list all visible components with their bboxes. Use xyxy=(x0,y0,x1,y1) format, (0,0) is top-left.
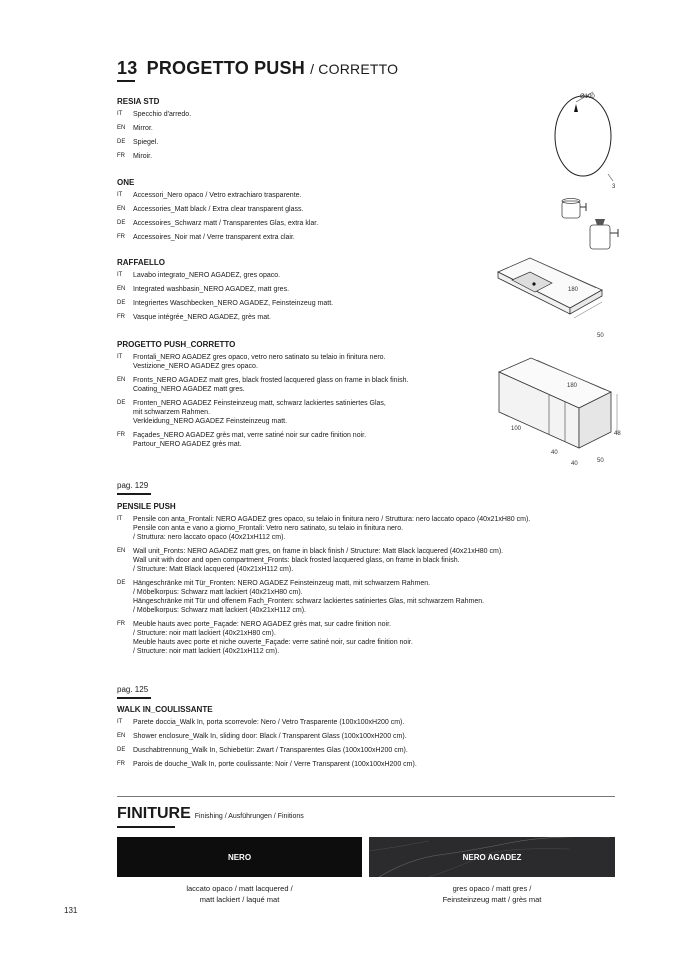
lang-row xyxy=(117,219,497,228)
page-ref-label: pag. 125 xyxy=(117,685,149,694)
drain-icon xyxy=(532,282,535,285)
mirror-depth-label: 3 xyxy=(612,184,616,190)
section-title: WALK IN_COULISSANTE xyxy=(117,705,213,714)
row-text: Parete doccia_Walk In, porta scorrevole: Nero / Vetro Trasparente (100x100xH200 cm). xyxy=(133,719,405,726)
section-raffaello xyxy=(117,258,497,327)
row-text: Lavabo integrato_NERO AGADEZ, gres opaco. xyxy=(133,272,281,279)
lang-code: FR xyxy=(117,621,125,627)
lang-code: EN xyxy=(117,286,126,292)
lang-row xyxy=(117,124,497,133)
lang-row xyxy=(117,138,497,147)
lang-code: EN xyxy=(117,125,126,131)
swatch-nero-agadez xyxy=(369,837,615,877)
cabinet-door1-label: 100 xyxy=(511,426,522,432)
lang-code: EN xyxy=(117,377,126,383)
section-title: ONE xyxy=(117,178,135,187)
row-text: Spiegel. xyxy=(133,139,159,146)
cabinet-drawing xyxy=(493,350,625,470)
lang-row xyxy=(117,353,497,371)
swatch-caption-nero-agadez: gres opaco / matt gres / Feinsteinzeug matt / grès mat xyxy=(442,884,542,904)
lang-row xyxy=(117,547,617,574)
section-title: PROGETTO PUSH_CORRETTO xyxy=(117,340,236,349)
lang-row xyxy=(117,718,567,727)
lang-code: DE xyxy=(117,580,126,586)
lang-row xyxy=(117,579,617,615)
row-text: Accessoires_Schwarz matt / Transparentes Glas, extra klar. xyxy=(133,220,319,227)
finiture-title: FINITURE xyxy=(117,805,191,822)
mirror-diameter-label: Ø100 xyxy=(580,94,595,100)
lang-row xyxy=(117,376,497,394)
lang-code: FR xyxy=(117,153,125,159)
lang-code: DE xyxy=(117,220,126,226)
page-number: 131 xyxy=(64,906,78,915)
lang-row xyxy=(117,205,497,214)
finiture-divider xyxy=(117,796,615,797)
row-text: Mirror. xyxy=(133,125,153,132)
mirror-light xyxy=(574,104,578,112)
lang-code: DE xyxy=(117,747,126,753)
row-text: Accessories_Matt black / Extra clear transparent glass. xyxy=(133,206,304,213)
row-text: Integriertes Waschbecken_NERO AGADEZ, Feinsteinzeug matt. xyxy=(133,300,334,307)
finiture-heading xyxy=(117,805,304,823)
row-text: Wall unit_Fronts: NERO AGADEZ matt gres, on frame in black finish / Structure: Matt Black lacquered (40x21xH80 cm). Wall unit with door and open compartment_Fronts: black frosted lacquered glass, on frame in black finish. / Structure: Matt Black lacquered (40x21xH112 cm). xyxy=(133,548,504,573)
title-sub: / CORRETTO xyxy=(310,61,399,77)
section-title: RAFFAELLO xyxy=(117,258,165,267)
row-text: Meuble hauts avec porte_Façade: NERO AGADEZ grès mat, sur cadre finition noir. / Structure: noir matt lackiert (40x21xH80 cm). Meuble hauts avec porte et niche ouverte_Façade: verre satiné noir, sur cadre finition noir. / Structure: noir matt lackiert (40x21xH112 cm). xyxy=(133,621,413,655)
row-text: Accessori_Nero opaco / Vetro extrachiaro trasparente. xyxy=(133,192,302,199)
row-text: Fronts_NERO AGADEZ matt gres, black frosted lacquered glass on frame in black finish. Coating_NERO AGADEZ matt gres. xyxy=(133,377,409,393)
lang-row xyxy=(117,191,497,200)
lang-row xyxy=(117,746,567,755)
dimension-line xyxy=(608,174,613,181)
title-number: 13 xyxy=(117,58,138,78)
lang-row xyxy=(117,299,497,308)
row-text: Integrated washbasin_NERO AGADEZ, matt gres. xyxy=(133,286,290,293)
swatch-label: NERO xyxy=(227,852,252,862)
lang-row xyxy=(117,233,497,242)
row-text: Vasque intégrée_NERO AGADEZ, grès mat. xyxy=(133,314,271,321)
lang-row xyxy=(117,760,567,769)
swatch-label: NERO AGADEZ xyxy=(462,852,522,862)
section-title: PENSILE PUSH xyxy=(117,502,176,511)
lang-row xyxy=(117,152,497,161)
page-ref-underline xyxy=(117,697,151,699)
lang-code: DE xyxy=(117,300,126,306)
lang-code: IT xyxy=(117,272,123,278)
cabinet-length-label: 180 xyxy=(567,383,578,389)
section-title: RESIA STD xyxy=(117,97,160,106)
row-text: Façades_NERO AGADEZ grès mat, verre satiné noir sur cadre finition noir. Partour_NERO AGADEZ grès mat. xyxy=(133,432,367,448)
section-resia-std xyxy=(117,97,497,166)
row-text: Specchio d'arredo. xyxy=(133,111,192,118)
cabinet-height-label: 48 xyxy=(614,431,621,437)
lang-row xyxy=(117,271,497,280)
page-ref-125 xyxy=(117,685,151,699)
glass-holder xyxy=(562,199,586,219)
row-text: Fronten_NERO AGADEZ Feinsteinzeug matt, schwarz lackiertes satiniertes Glas, mit schwarzem Rahmen. Verkleidung_NERO AGADEZ Feinsteinzeug matt. xyxy=(133,400,386,425)
title-underline xyxy=(117,80,135,82)
washbasin-depth-label: 50 xyxy=(597,333,604,339)
row-text: Accessoires_Noir mat / Verre transparent extra clair. xyxy=(133,234,295,241)
mirror-shape xyxy=(555,96,611,176)
lang-row xyxy=(117,431,497,449)
lang-code: DE xyxy=(117,400,126,406)
lang-row xyxy=(117,399,497,426)
lang-row xyxy=(117,515,617,542)
row-text: Shower enclosure_Walk In, sliding door: Black / Transparent Glass (100x100xH200 cm). xyxy=(133,733,407,740)
washbasin-drawing xyxy=(490,250,612,342)
page-title xyxy=(117,58,398,79)
row-text: Hängeschränke mit Tür_Fronten: NERO AGADEZ Feinsteinzeug matt, mit schwarzem Rahmen. / Möbelkorpus: Schwarz matt lackiert (40x21xH80 cm). Hängeschränke mit Tür und offenem Fach_Fronten: schwarz lackiertes satiniertes Glas, mit schwarzem Rahmen. / Möbelkorpus: Schwarz matt lackiert (40x21xH112 cm). xyxy=(133,580,485,614)
lang-code: EN xyxy=(117,206,126,212)
page-ref-129 xyxy=(117,481,151,495)
finiture-subtitle: Finishing / Ausführungen / Finitions xyxy=(194,813,304,820)
lang-code: EN xyxy=(117,733,126,739)
row-text: Miroir. xyxy=(133,153,153,160)
row-text: Pensile con anta_Frontali: NERO AGADEZ gres opaco, su telaio in finitura nero / Struttura: nero laccato opaco (40x21xH80 cm). Pensile con anta e vano a giorno_Frontali: Vetro nero satinato, su telaio in finitura nero. / Struttura: nero laccato opaco (40x21xH112 cm). xyxy=(133,516,531,541)
finiture-underline xyxy=(117,826,175,828)
lang-code: FR xyxy=(117,314,125,320)
section-walk-in xyxy=(117,705,567,774)
lang-row xyxy=(117,620,617,656)
section-progetto-push xyxy=(117,340,497,454)
cabinet-door3-label: 40 xyxy=(571,461,578,467)
title-main: PROGETTO PUSH xyxy=(146,58,305,78)
row-text: Frontali_NERO AGADEZ gres opaco, vetro nero satinato su telaio in finitura nero. Vestizione_NERO AGADEZ gres opaco. xyxy=(133,354,386,370)
lang-row xyxy=(117,732,567,741)
lang-row xyxy=(117,313,497,322)
lang-row xyxy=(117,110,497,119)
lang-code: FR xyxy=(117,761,125,767)
lang-code: FR xyxy=(117,432,125,438)
page-ref-label: pag. 129 xyxy=(117,481,149,490)
soap-dispenser xyxy=(590,219,618,249)
lang-code: DE xyxy=(117,139,126,145)
swatch-caption-nero: laccato opaco / matt lacquered / matt lackiert / laqué mat xyxy=(186,884,293,904)
page-ref-underline xyxy=(117,493,151,495)
cabinet-door2-label: 40 xyxy=(551,450,558,456)
lang-code: EN xyxy=(117,548,126,554)
row-text: Duschabtrennung_Walk In, Schiebetür: Zwart / Transparentes Glas (100x100xH200 cm). xyxy=(133,747,408,754)
swatch-nero xyxy=(117,837,362,877)
lang-row xyxy=(117,285,497,294)
lang-code: IT xyxy=(117,192,123,198)
washbasin-length-label: 180 xyxy=(568,287,579,293)
lang-code: IT xyxy=(117,516,123,522)
cabinet-depth-label: 50 xyxy=(597,458,604,464)
lang-code: IT xyxy=(117,719,123,725)
lang-code: IT xyxy=(117,111,123,117)
section-one xyxy=(117,178,497,247)
mirror-drawing xyxy=(548,88,623,193)
lang-code: FR xyxy=(117,234,125,240)
section-pensile-push xyxy=(117,502,617,661)
row-text: Parois de douche_Walk In, porte coulissante: Noir / Verre Transparent (100x100xH200 cm). xyxy=(133,761,417,768)
lang-code: IT xyxy=(117,354,123,360)
